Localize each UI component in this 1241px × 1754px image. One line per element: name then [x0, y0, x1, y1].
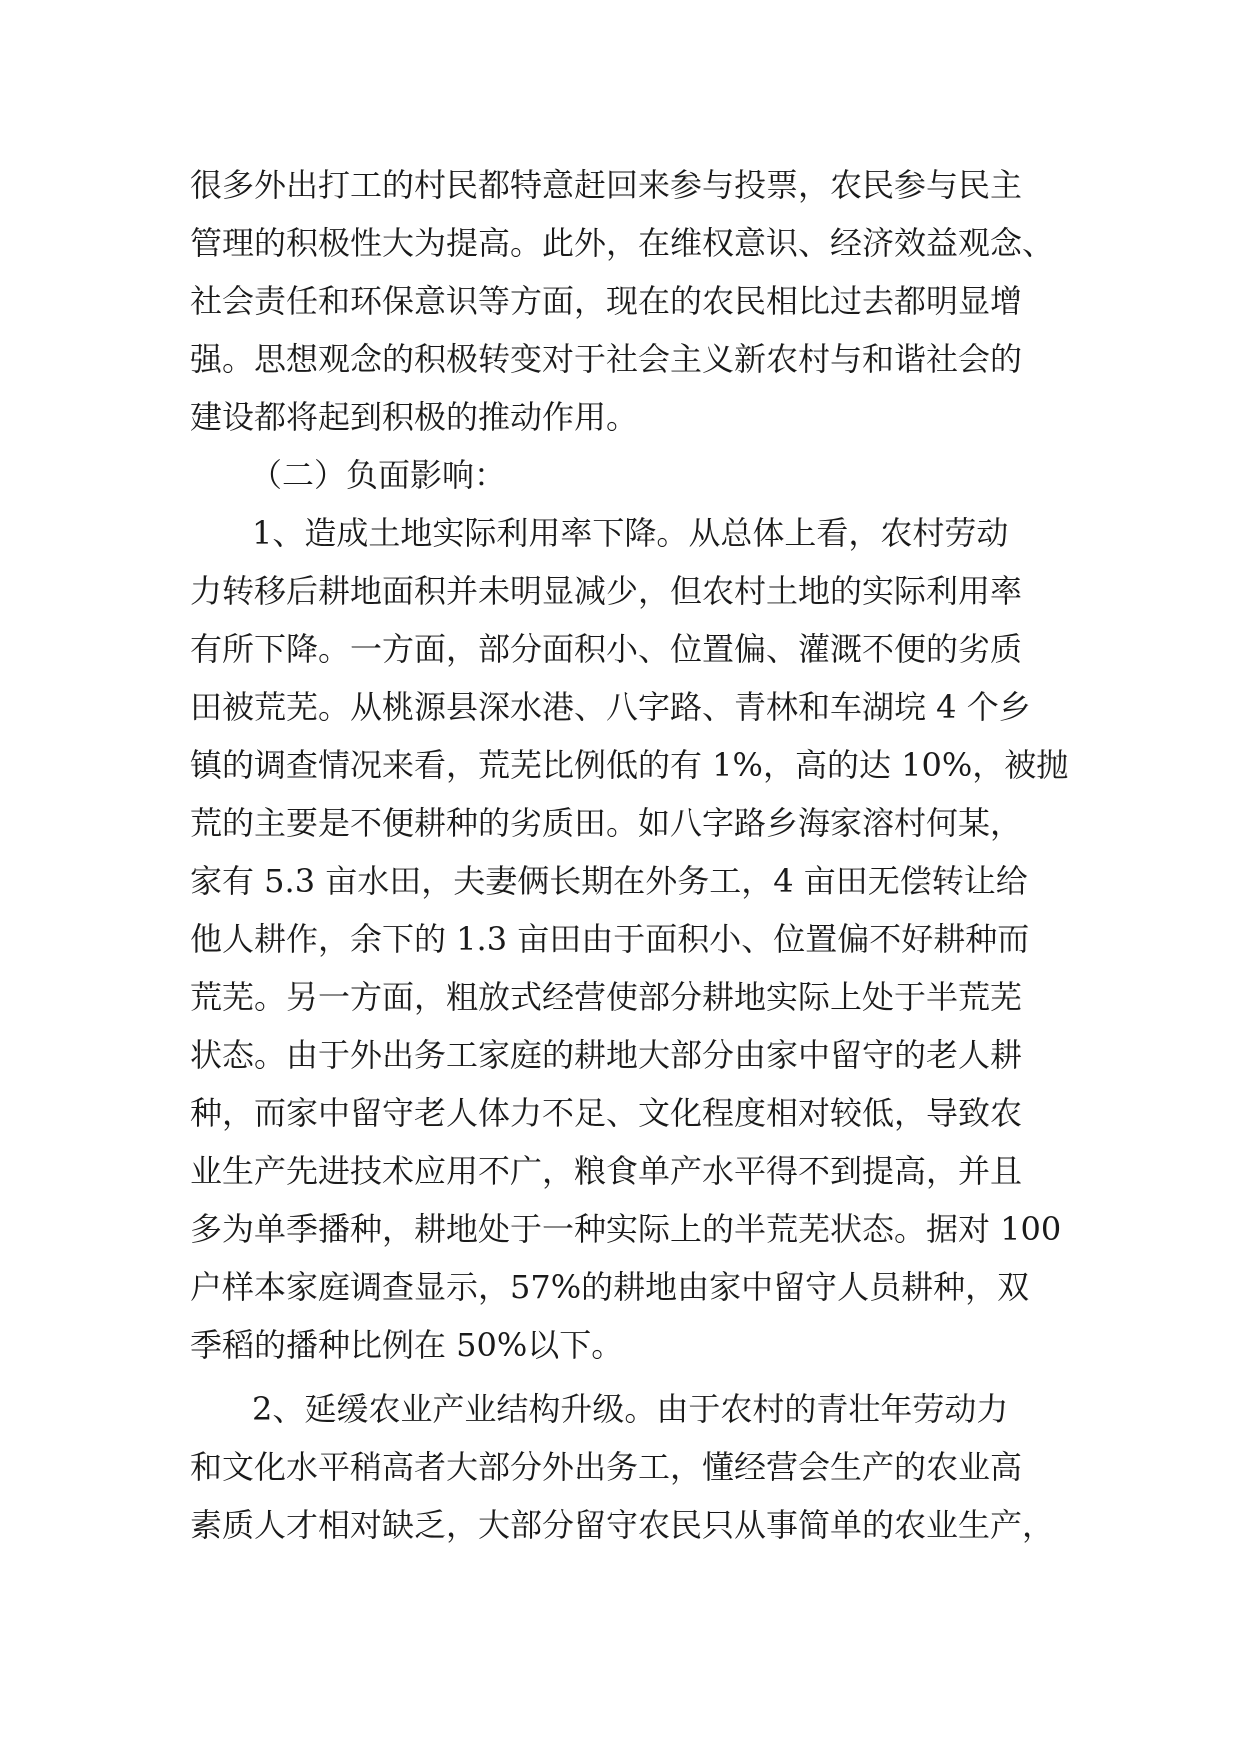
- text-line: 建设都将起到积极的推动作用。: [190, 398, 639, 436]
- text-line: 社会责任和环保意识等方面，现在的农民相比过去都明显增: [190, 282, 1023, 320]
- text-line: 强。思想观念的积极转变对于社会主义新农村与和谐社会的: [190, 340, 1023, 378]
- text-line: 很多外出打工的村民都特意赶回来参与投票，农民参与民主: [190, 166, 1023, 204]
- text-line: 田被荒芜。从桃源县深水港、八字路、青林和车湖垸 4 个乡: [190, 688, 1031, 726]
- text-line: 力转移后耕地面积并未明显减少，但农村土地的实际利用率: [190, 572, 1023, 610]
- text-line: 季稻的播种比例在 50%以下。: [190, 1326, 624, 1364]
- section-heading: （二）负面影响：: [250, 456, 507, 494]
- text-line: 状态。由于外出务工家庭的耕地大部分由家中留守的老人耕: [190, 1036, 1023, 1074]
- text-line: 家有 5.3 亩水田，夫妻俩长期在外务工，4 亩田无偿转让给: [190, 862, 1028, 900]
- text-line: 荒芜。另一方面，粗放式经营使部分耕地实际上处于半荒芜: [190, 978, 1023, 1016]
- text-line: 户样本家庭调查显示，57%的耕地由家中留守人员耕种，双: [190, 1268, 1030, 1306]
- text-line: 镇的调查情况来看，荒芜比例低的有 1%，高的达 10%，被抛: [190, 746, 1069, 784]
- text-line: 种，而家中留守老人体力不足、文化程度相对较低，导致农: [190, 1094, 1023, 1132]
- text-line: 他人耕作，余下的 1.3 亩田由于面积小、位置偏不好耕种而: [190, 920, 1030, 958]
- text-line: 业生产先进技术应用不广，粮食单产水平得不到提高，并且: [190, 1152, 1023, 1190]
- text-line: 素质人才相对缺乏，大部分留守农民只从事简单的农业生产，: [190, 1506, 1055, 1544]
- text-line: 有所下降。一方面，部分面积小、位置偏、灌溉不便的劣质: [190, 630, 1023, 668]
- text-line: 和文化水平稍高者大部分外出务工，懂经营会生产的农业高: [190, 1448, 1023, 1486]
- text-line: 荒的主要是不便耕种的劣质田。如八字路乡海家溶村何某，: [190, 804, 1023, 842]
- text-line: 1、造成土地实际利用率下降。从总体上看，农村劳动: [252, 514, 1009, 552]
- text-line: 多为单季播种，耕地处于一种实际上的半荒芜状态。据对 100: [190, 1210, 1062, 1248]
- text-line: 管理的积极性大为提高。此外，在维权意识、经济效益观念、: [190, 224, 1055, 262]
- text-line: 2、延缓农业产业结构升级。由于农村的青壮年劳动力: [252, 1390, 1009, 1428]
